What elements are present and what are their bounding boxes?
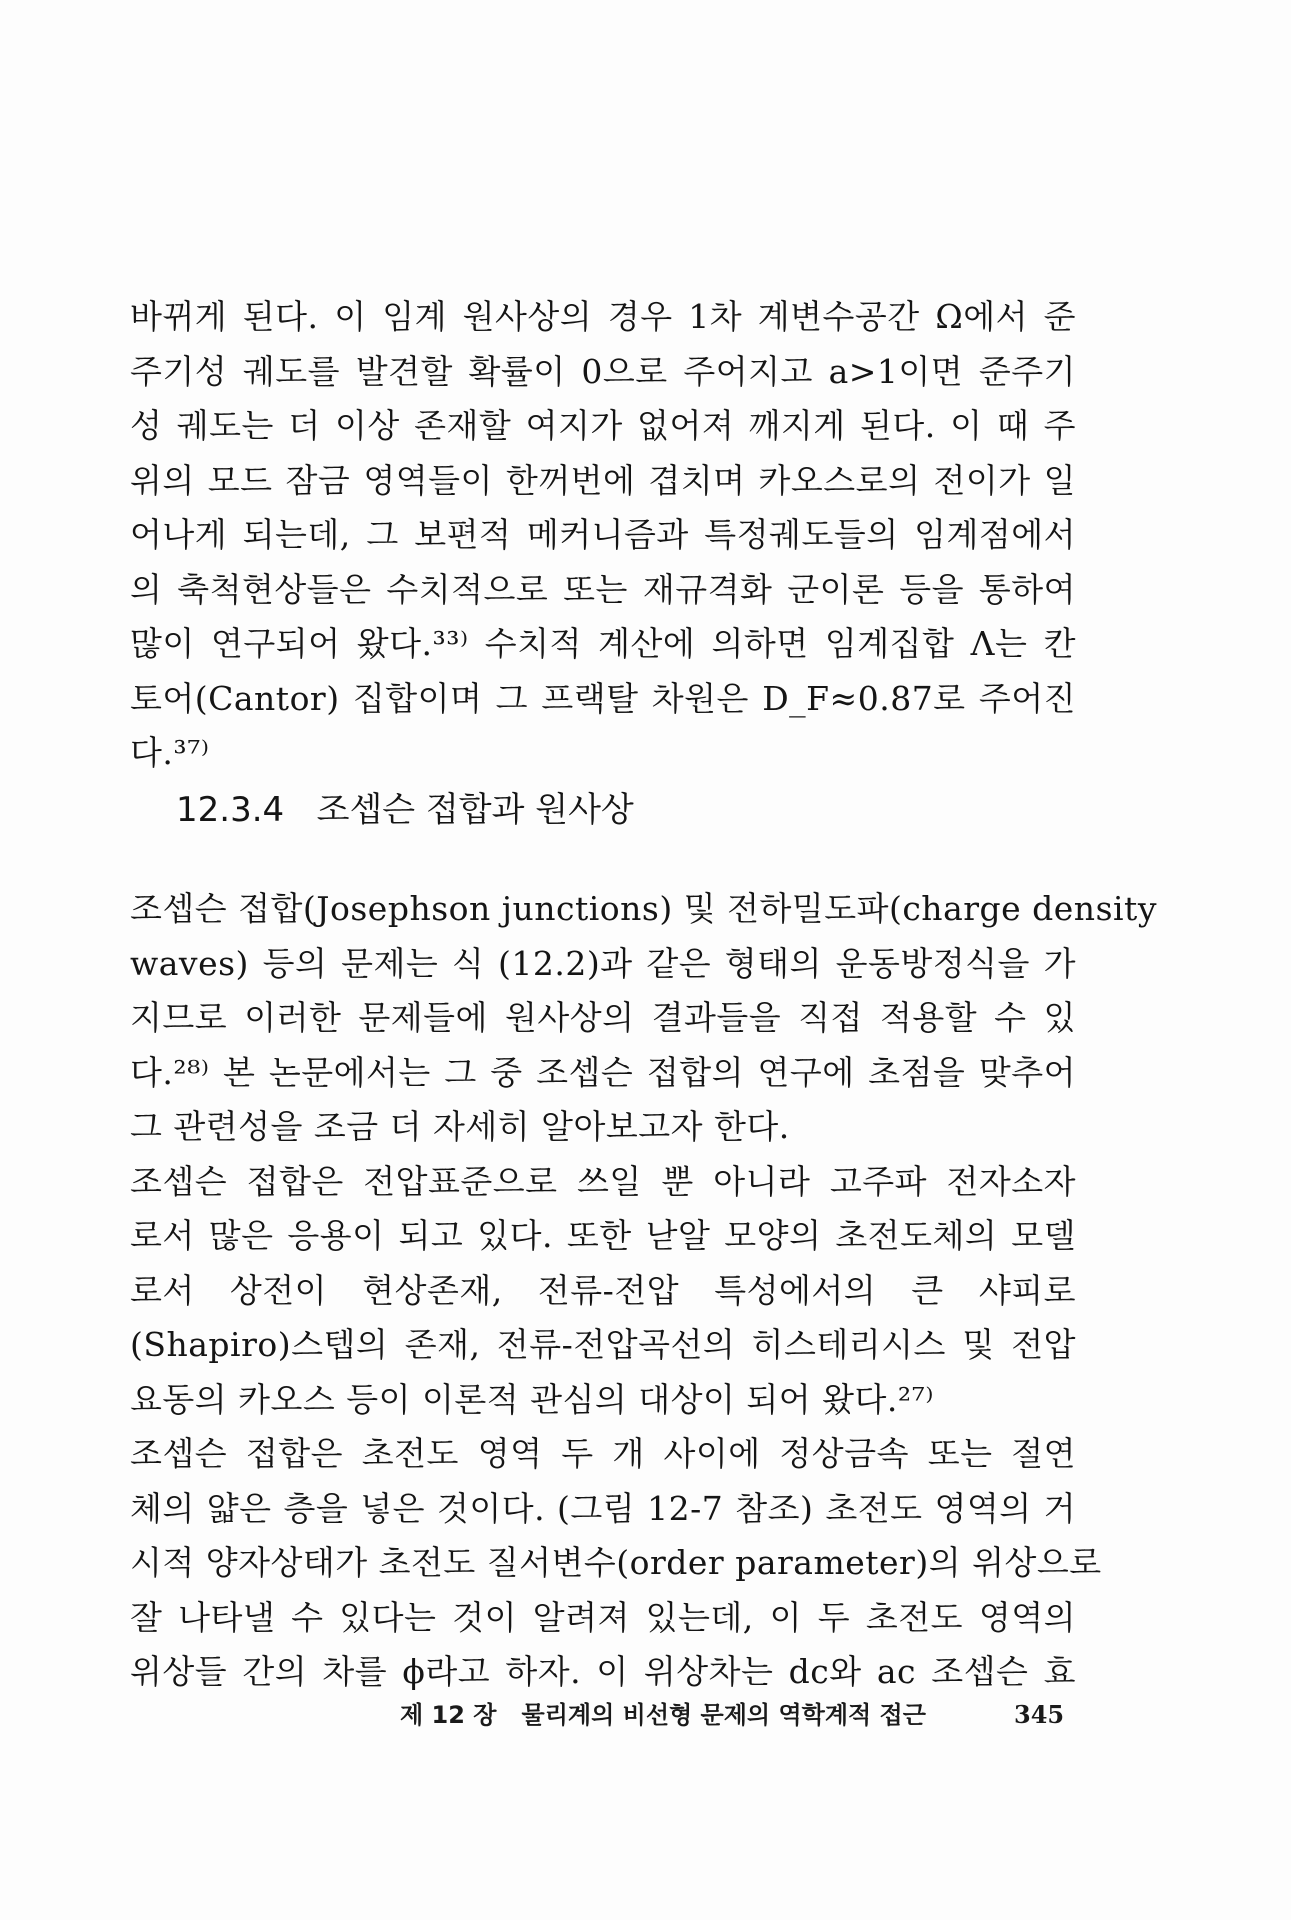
text-line: 성 궤도는 더 이상 존재할 여지가 없어져 깨지게 된다. 이 때 주 <box>130 406 1076 445</box>
text-line: 로서 많은 응용이 되고 있다. 또한 낟알 모양의 초전도체의 모델 <box>130 1216 1076 1255</box>
text-line: 위의 모드 잠금 영역들이 한꺼번에 겹치며 카오스로의 전이가 일 <box>130 460 1076 500</box>
text-line: 어나게 되는데, 그 보편적 메커니즘과 특정궤도들의 임계점에서 <box>130 515 1076 554</box>
text-line: 로서 상전이 현상존재, 전류-전압 특성에서의 큰 샤피로 <box>130 1270 1076 1310</box>
text-line: 주기성 궤도를 발견할 확률이 0으로 주어지고 a>1이면 준주기 <box>130 351 1076 391</box>
text-line: 조셉슨 접합은 초전도 영역 두 개 사이에 정상금속 또는 절연 <box>130 1434 1076 1473</box>
text-line: 지므로 이러한 문제들에 원사상의 결과들을 직접 적용할 수 있 <box>130 998 1076 1037</box>
text-line: 의 축척현상들은 수치적으로 또는 재규격화 군이론 등을 통하여 <box>130 569 1076 609</box>
text-line: 체의 얇은 층을 넣은 것이다. (그림 12-7 참조) 초전도 영역의 거 <box>130 1488 1076 1528</box>
text-line: 잘 나타낼 수 있다는 것이 알려져 있는데, 이 두 초전도 영역의 <box>130 1597 1076 1637</box>
text-line: 조셉슨 접합(Josephson junctions) 및 전하밀도파(charge density <box>130 889 1157 928</box>
running-footer: 제 12 장 물리계의 비선형 문제의 역학계적 접근 <box>400 1701 926 1729</box>
text-line: 토어(Cantor) 집합이며 그 프랙탈 차원은 D_F≈0.87로 주어진 <box>130 678 1076 718</box>
text-line: waves) 등의 문제는 식 (12.2)과 같은 형태의 운동방정식을 가 <box>130 943 1076 983</box>
text-line: 많이 연구되어 왔다.³³⁾ 수치적 계산에 의하면 임계집합 Λ는 칸 <box>130 624 1076 663</box>
section-heading: 12.3.4 조셉슨 접합과 원사상 <box>176 790 634 830</box>
text-line: 시적 양자상태가 초전도 질서변수(order parameter)의 위상으로 <box>130 1543 1102 1582</box>
text-line: 요동의 카오스 등이 이론적 관심의 대상이 되어 왔다.²⁷⁾ <box>130 1379 934 1419</box>
text-line: 다.³⁷⁾ <box>130 733 210 772</box>
text-line: 바뀌게 된다. 이 임계 원사상의 경우 1차 계변수공간 Ω에서 준 <box>130 297 1076 336</box>
text-line: (Shapiro)스텝의 존재, 전류-전압곡선의 히스테리시스 및 전압 <box>130 1325 1076 1364</box>
text-line: 다.²⁸⁾ 본 논문에서는 그 중 조셉슨 접합의 연구에 초점을 맞추어 <box>130 1052 1076 1092</box>
text-line: 그 관련성을 조금 더 자세히 알아보고자 한다. <box>130 1107 790 1146</box>
text-line: 위상들 간의 차를 ϕ라고 하자. 이 위상차는 dc와 ac 조셉슨 효 <box>130 1652 1076 1691</box>
text-line: 조셉슨 접합은 전압표준으로 쓰일 뿐 아니라 고주파 전자소자 <box>130 1161 1076 1201</box>
page-number: 345 <box>1014 1700 1065 1729</box>
paragraph-2 <box>130 882 1157 1700</box>
paragraph-1 <box>130 290 1076 781</box>
